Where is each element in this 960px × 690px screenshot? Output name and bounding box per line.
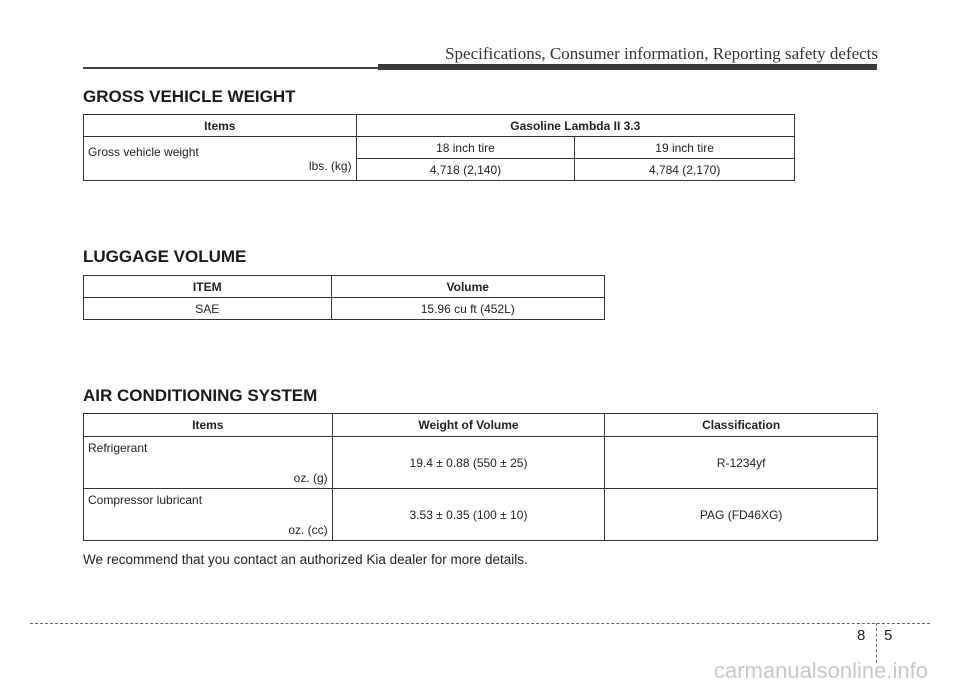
gross-vehicle-weight-table xyxy=(83,114,795,181)
gvw-value-18-inch: 4,718 (2,140) xyxy=(356,159,575,181)
col-header-item: ITEM xyxy=(84,276,332,298)
refrigerant-classification: R-1234yf xyxy=(605,437,878,489)
page-number-separator xyxy=(876,623,877,663)
table-row xyxy=(84,489,878,541)
page-number: 5 xyxy=(884,627,893,644)
col-header-items: Items xyxy=(84,414,333,437)
compressor-lubricant-label: Compressor lubricant xyxy=(88,492,203,507)
compressor-lubricant-label-cell xyxy=(84,489,333,541)
compressor-lubricant-classification: PAG (FD46XG) xyxy=(605,489,878,541)
luggage-row-label: SAE xyxy=(84,298,332,320)
table-header-row xyxy=(84,276,605,298)
col-header-engine: Gasoline Lambda II 3.3 xyxy=(356,115,794,137)
refrigerant-value: 19.4 ± 0.88 (550 ± 25) xyxy=(332,437,605,489)
col-header-classification: Classification xyxy=(605,414,878,437)
gvw-value-19-inch: 4,784 (2,170) xyxy=(575,159,795,181)
luggage-volume-title: LUGGAGE VOLUME xyxy=(83,247,247,266)
table-row xyxy=(84,437,878,489)
table-header-row xyxy=(84,414,878,437)
col-header-volume: Volume xyxy=(331,276,605,298)
header-rule-thick xyxy=(378,64,877,70)
col-header-items: Items xyxy=(84,115,357,137)
dealer-note: We recommend that you contact an authorized Kia dealer for more details. xyxy=(83,552,528,567)
air-conditioning-table xyxy=(83,413,878,541)
refrigerant-label: Refrigerant xyxy=(88,440,148,455)
gvw-row-label: Gross vehicle weight xyxy=(88,144,199,159)
table-header-row xyxy=(84,115,795,137)
subheader-19-inch: 19 inch tire xyxy=(575,137,795,159)
table-row xyxy=(84,298,605,320)
footer-dashed-rule xyxy=(30,623,930,624)
compressor-lubricant-unit: oz. (cc) xyxy=(288,522,328,537)
header-rule-thin xyxy=(83,67,378,69)
refrigerant-unit: oz. (g) xyxy=(293,470,328,485)
refrigerant-label-cell xyxy=(84,437,333,489)
chapter-number: 8 xyxy=(857,627,866,644)
luggage-volume-table xyxy=(83,275,605,320)
gvw-row-label-cell xyxy=(84,137,357,181)
air-conditioning-title: AIR CONDITIONING SYSTEM xyxy=(83,386,318,405)
col-header-weight-of-volume: Weight of Volume xyxy=(332,414,605,437)
subheader-18-inch: 18 inch tire xyxy=(356,137,575,159)
gross-vehicle-weight-title: GROSS VEHICLE WEIGHT xyxy=(83,87,296,106)
page-header-title: Specifications, Consumer information, Reporting safety defects xyxy=(445,44,878,63)
table-row xyxy=(84,137,795,159)
gvw-row-unit: lbs. (kg) xyxy=(308,158,352,173)
luggage-row-value: 15.96 cu ft (452L) xyxy=(331,298,605,320)
compressor-lubricant-value: 3.53 ± 0.35 (100 ± 10) xyxy=(332,489,605,541)
watermark-text: carmanualsonline.info xyxy=(713,658,928,683)
